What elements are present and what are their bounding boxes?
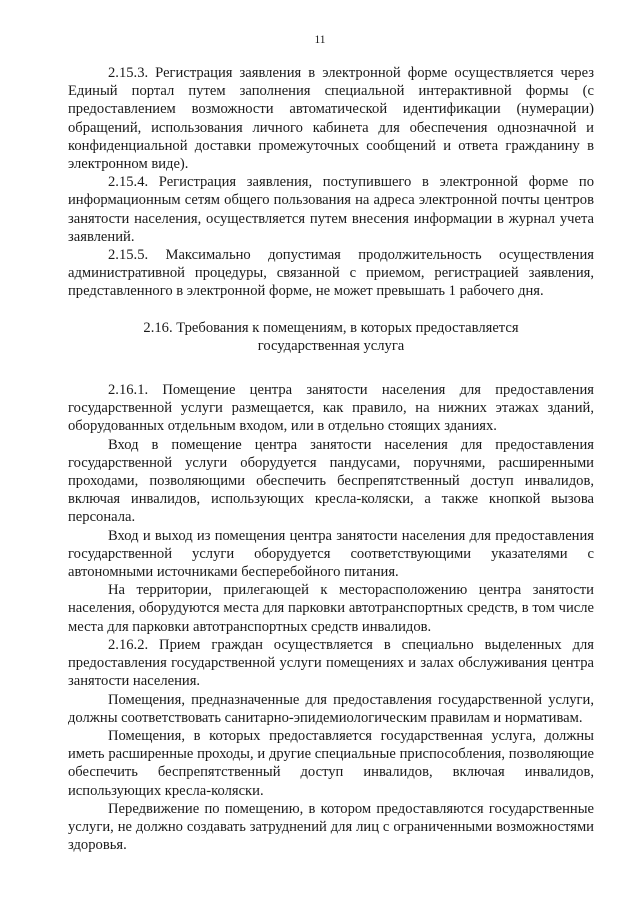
paragraph-2-15-3: 2.15.3. Регистрация заявления в электронной форме осуществляется через Единый портал путем заполнения специальной интерактивной формы (с предоставлением возможности автоматической идентификации (нумерации) обращений, использования личного кабинета для обеспечения однозначной и конфиденциальной доставки промежуточных сообщений и ответа гражданину в электронном виде). xyxy=(68,65,594,173)
section-heading-2-16 xyxy=(68,319,594,355)
paragraph-2-15-5: 2.15.5. Максимально допустимая продолжительность осуществления административной процедуры, связанной с приемом, регистрацией заявления, представленного в электронной форме, не может превышать 1 рабочего дня. xyxy=(68,247,594,300)
paragraph-entrance-exit-signs: Вход и выход из помещения центра занятости населения для предоставления государственной услуги оборудуется соответствующими указателями с автономными источниками бесперебойного питания. xyxy=(68,527,594,581)
section-heading-line-1: 2.16. Требования к помещениям, в которых предоставляется xyxy=(143,319,519,336)
document-body xyxy=(68,64,594,854)
paragraph-parking: На территории, прилегающей к месторасположению центра занятости населения, оборудуются места для парковки автотранспортных средств, в том числе места для парковки автотранспортных средств инвалидов. xyxy=(68,582,594,635)
section-heading-line-2: государственная услуга xyxy=(257,337,405,354)
paragraph-2-15-4: 2.15.4. Регистрация заявления, поступившего в электронной форме по информационным сетям общего пользования на адреса электронной почты центров занятости населения, осуществляется путем внесения информации в журнал учета заявлений. xyxy=(68,174,594,245)
page-number: 11 xyxy=(314,34,326,46)
paragraph-2-16-2: 2.16.2. Прием граждан осуществляется в специально выделенных для предоставления государственной услуги помещениях и залах обслуживания центра занятости населения. xyxy=(68,636,594,690)
paragraph-entrance-equipment: Вход в помещение центра занятости населения для предоставления государственной услуги оборудуется пандусами, поручнями, расширенными проходами, позволяющими обеспечить беспрепятственный доступ инвалидов, включая инвалидов, использующих кресла-коляски, а также кнопкой вызова персонала. xyxy=(68,436,594,526)
paragraph-movement: Передвижение по помещению, в котором предоставляются государственные услуги, не должно создавать затруднений для лиц с ограниченными возможностями здоровья. xyxy=(68,800,594,854)
paragraph-sanitary-rules: Помещения, предназначенные для предоставления государственной услуги, должны соответствовать санитарно-эпидемиологическим правилам и нормативам. xyxy=(68,691,594,726)
paragraph-2-16-1: 2.16.1. Помещение центра занятости населения для предоставления государственной услуги размещается, как правило, на нижних этажах зданий, оборудованных отдельным входом, или в отдельно стоящих зданиях. xyxy=(68,382,594,435)
paragraph-wide-passages: Помещения, в которых предоставляется государственная услуга, должны иметь расширенные проходы, и другие специальные приспособления, позволяющие обеспечить беспрепятственный доступ инвалидов, включая инвалидов, использующих кресла-коляски. xyxy=(68,727,594,799)
